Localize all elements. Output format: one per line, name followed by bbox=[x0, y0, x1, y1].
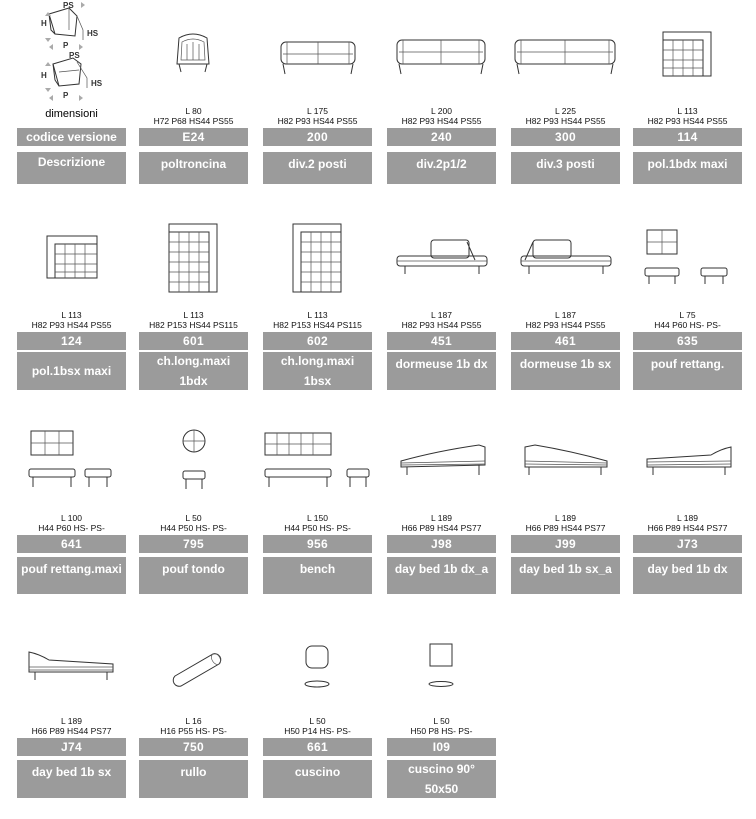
dimensions-detail: H44 P50 HS- PS- bbox=[160, 523, 227, 533]
description bbox=[139, 352, 248, 390]
description bbox=[387, 760, 496, 798]
version-code: J98 bbox=[387, 535, 496, 553]
svg-text:HS: HS bbox=[91, 79, 103, 88]
description: pol.1bdx maxi bbox=[633, 152, 742, 184]
dimensions-detail: H66 P89 HS44 PS77 bbox=[525, 523, 606, 533]
dimensions-length: L 187 bbox=[431, 310, 452, 320]
dimensions-detail: H72 P68 HS44 PS55 bbox=[153, 116, 234, 126]
dimensions-length: L 225 bbox=[555, 106, 576, 116]
description: dormeuse 1b dx bbox=[387, 352, 496, 390]
description: rullo bbox=[139, 760, 248, 798]
chaise-left-icon bbox=[263, 220, 372, 310]
version-code: I09 bbox=[387, 738, 496, 756]
dimensions-length: L 16 bbox=[185, 716, 202, 726]
dimensions-length: L 200 bbox=[431, 106, 452, 116]
dimensions-detail: H66 P89 HS44 PS77 bbox=[401, 523, 482, 533]
dimensions-length: L 189 bbox=[677, 513, 698, 523]
svg-text:H: H bbox=[41, 71, 47, 80]
description-header: Descrizione bbox=[17, 152, 126, 184]
dimensions-length: L 113 bbox=[183, 310, 204, 320]
svg-text:H: H bbox=[41, 19, 47, 28]
dimensions-length: L 113 bbox=[677, 106, 698, 116]
dormeuse-left-icon bbox=[511, 220, 620, 310]
dimensions-detail: H66 P89 HS44 PS77 bbox=[31, 726, 112, 736]
dimensions-detail: H82 P93 HS44 PS55 bbox=[647, 116, 728, 126]
dimensions-length: L 189 bbox=[431, 513, 452, 523]
description: poltroncina bbox=[139, 152, 248, 184]
dimensions-length: L 113 bbox=[61, 310, 82, 320]
dimensions-detail: H82 P93 HS44 PS55 bbox=[525, 116, 606, 126]
dimensions-detail: H44 P60 HS- PS- bbox=[654, 320, 721, 330]
version-code: 124 bbox=[17, 332, 126, 350]
corner-right-icon bbox=[633, 20, 742, 110]
daybed-dx-icon bbox=[633, 425, 742, 515]
description-line-2: 1bsx bbox=[303, 374, 332, 388]
version-code: 200 bbox=[263, 128, 372, 146]
bolster-icon bbox=[139, 630, 248, 720]
version-code: J99 bbox=[511, 535, 620, 553]
dimensions-detail: H82 P93 HS44 PS55 bbox=[525, 320, 606, 330]
version-code: 956 bbox=[263, 535, 372, 553]
description: div.2 posti bbox=[263, 152, 372, 184]
pouf-maxi-icon bbox=[17, 425, 126, 515]
description: pouf tondo bbox=[139, 557, 248, 594]
pouf-round-icon bbox=[139, 425, 248, 515]
dimensions-detail: H66 P89 HS44 PS77 bbox=[647, 523, 728, 533]
description: div.3 posti bbox=[511, 152, 620, 184]
dimensions-length: L 50 bbox=[185, 513, 202, 523]
description: day bed 1b dx bbox=[633, 557, 742, 594]
dimensions-length: L 75 bbox=[679, 310, 696, 320]
description: div.2p1/2 bbox=[387, 152, 496, 184]
description: pol.1bsx maxi bbox=[17, 352, 126, 390]
dimensions-length: L 100 bbox=[61, 513, 82, 523]
code-header: codice versione bbox=[17, 128, 126, 146]
description: bench bbox=[263, 557, 372, 594]
dimensions-length: L 80 bbox=[185, 106, 202, 116]
description: day bed 1b sx bbox=[17, 760, 126, 798]
description: pouf rettang.maxi bbox=[17, 557, 126, 594]
svg-text:P: P bbox=[63, 41, 69, 50]
version-code: 602 bbox=[263, 332, 372, 350]
bench-icon bbox=[263, 425, 372, 515]
chaise-right-icon bbox=[139, 220, 248, 310]
dimensions-detail: H82 P93 HS44 PS55 bbox=[401, 116, 482, 126]
svg-text:PS: PS bbox=[63, 1, 74, 10]
version-code: 750 bbox=[139, 738, 248, 756]
description-line-1: cuscino 90° bbox=[408, 762, 475, 776]
description: pouf rettang. bbox=[633, 352, 742, 390]
dimensions-detail: H16 P55 HS- PS- bbox=[160, 726, 227, 736]
description: cuscino bbox=[263, 760, 372, 798]
dimensions-detail: H50 P14 HS- PS- bbox=[284, 726, 351, 736]
description-line-2: 1bdx bbox=[179, 374, 208, 388]
cushion-icon bbox=[263, 630, 372, 720]
description: dormeuse 1b sx bbox=[511, 352, 620, 390]
dimensions-length: L 175 bbox=[307, 106, 328, 116]
version-code: 641 bbox=[17, 535, 126, 553]
dimensions-length: L 187 bbox=[555, 310, 576, 320]
sofa-2-seat-icon bbox=[263, 20, 372, 110]
dimensions-detail: H82 P153 HS44 PS115 bbox=[149, 320, 238, 330]
svg-text:HS: HS bbox=[87, 29, 99, 38]
dormeuse-right-icon bbox=[387, 220, 496, 310]
dimensions-detail: H44 P50 HS- PS- bbox=[284, 523, 351, 533]
dimensions-length: L 189 bbox=[555, 513, 576, 523]
version-code: 240 bbox=[387, 128, 496, 146]
sofa-3-seat-icon bbox=[511, 20, 620, 110]
version-code: 451 bbox=[387, 332, 496, 350]
description-line-1: ch.long.maxi bbox=[156, 354, 231, 368]
version-code: J73 bbox=[633, 535, 742, 553]
description-line-2: 50x50 bbox=[424, 782, 459, 796]
daybed-sx-a-icon bbox=[511, 425, 620, 515]
version-code: 795 bbox=[139, 535, 248, 553]
daybed-dx-a-icon bbox=[387, 425, 496, 515]
version-code: 114 bbox=[633, 128, 742, 146]
dimensions-length: L 189 bbox=[61, 716, 82, 726]
dimensions-detail: H82 P93 HS44 PS55 bbox=[401, 320, 482, 330]
version-code: J74 bbox=[17, 738, 126, 756]
version-code: 461 bbox=[511, 332, 620, 350]
dimension-diagram-icon bbox=[17, 0, 126, 108]
version-code: 635 bbox=[633, 332, 742, 350]
svg-text:P: P bbox=[63, 91, 69, 100]
dimensions-detail: H82 P153 HS44 PS115 bbox=[273, 320, 362, 330]
version-code: 300 bbox=[511, 128, 620, 146]
corner-left-icon bbox=[17, 220, 126, 310]
dimension-diagram bbox=[17, 0, 126, 110]
dimensions-detail: H82 P93 HS44 PS55 bbox=[277, 116, 358, 126]
description-line-1: ch.long.maxi bbox=[280, 354, 355, 368]
dimensions-detail: H82 P93 HS44 PS55 bbox=[31, 320, 112, 330]
description: day bed 1b dx_a bbox=[387, 557, 496, 594]
version-code: 661 bbox=[263, 738, 372, 756]
version-code: E24 bbox=[139, 128, 248, 146]
dimensions-detail: H44 P60 HS- PS- bbox=[38, 523, 105, 533]
dimensions-length: L 50 bbox=[309, 716, 326, 726]
daybed-sx-icon bbox=[17, 630, 126, 720]
dimensions-detail: H50 P8 HS- PS- bbox=[410, 726, 473, 736]
svg-text:PS: PS bbox=[69, 51, 80, 60]
dimensions-label: dimensioni bbox=[45, 108, 98, 120]
dimensions-length: L 50 bbox=[433, 716, 450, 726]
pouf-small-icon bbox=[633, 220, 742, 310]
version-code: 601 bbox=[139, 332, 248, 350]
armchair-icon bbox=[139, 20, 248, 110]
sofa-2-5-seat-icon bbox=[387, 20, 496, 110]
description bbox=[263, 352, 372, 390]
dimensions-length: L 150 bbox=[307, 513, 328, 523]
dimensions-length: L 113 bbox=[307, 310, 328, 320]
cushion-square-icon bbox=[387, 630, 496, 720]
description: day bed 1b sx_a bbox=[511, 557, 620, 594]
